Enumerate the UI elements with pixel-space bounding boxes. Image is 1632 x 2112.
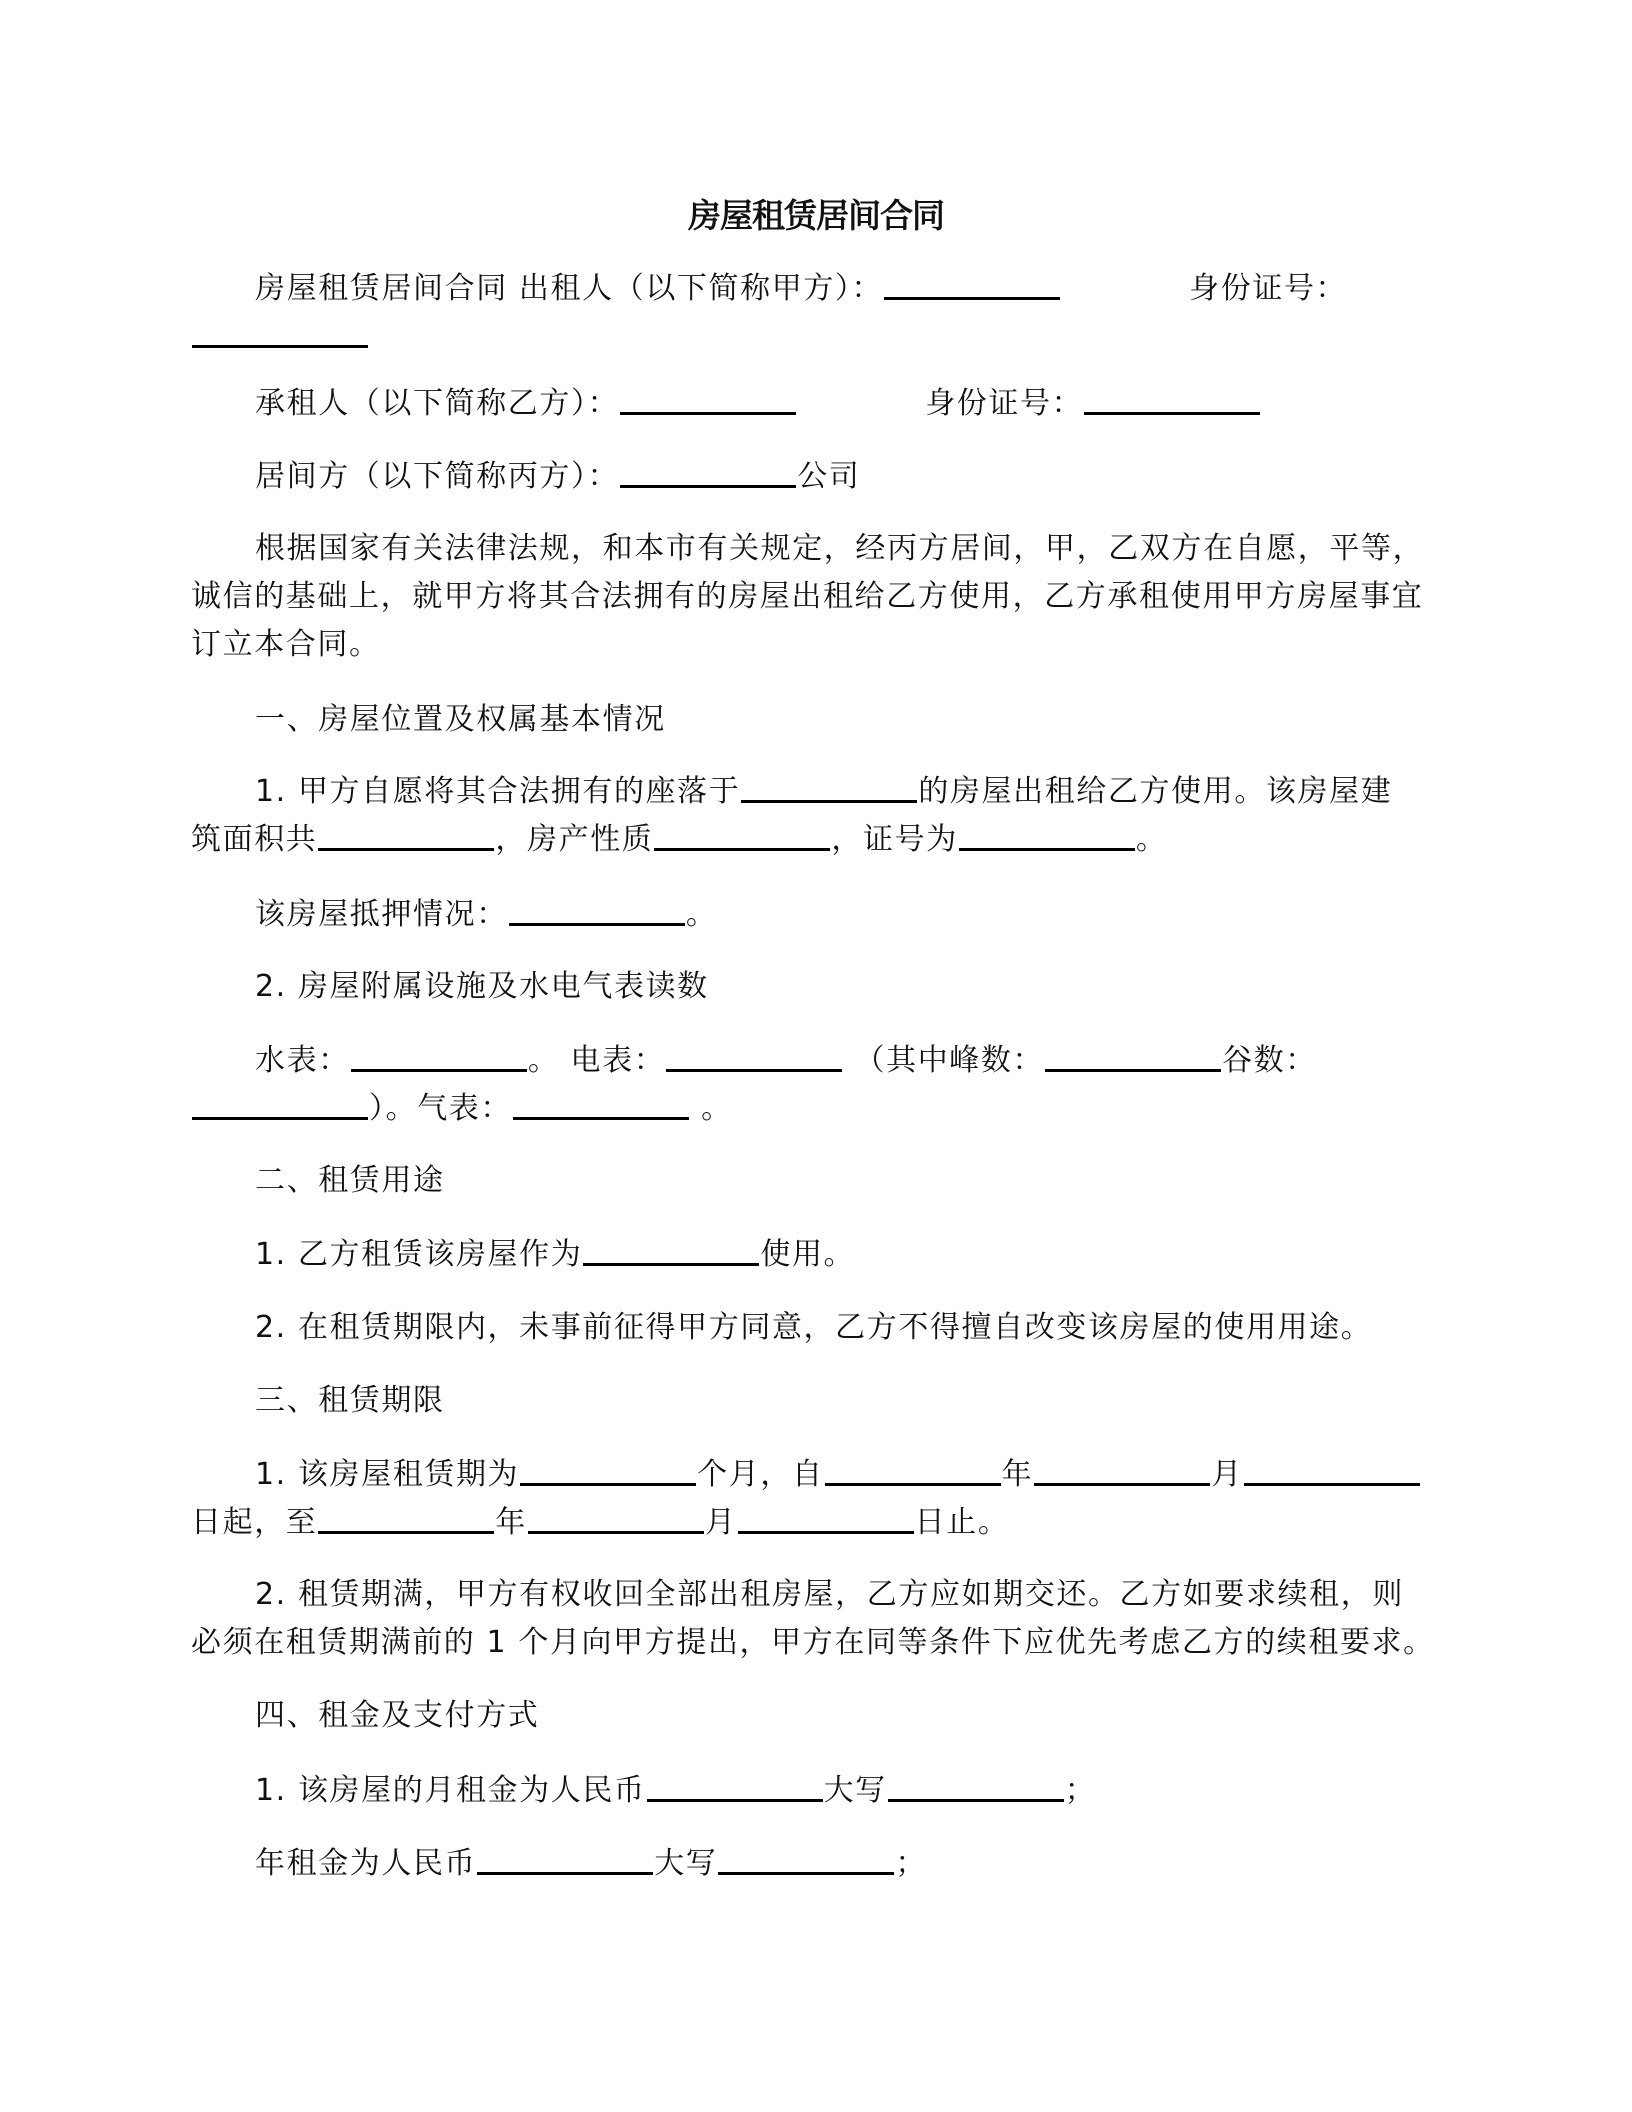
fill-in-blank[interactable] bbox=[738, 1501, 914, 1534]
document-line bbox=[255, 1304, 1372, 1352]
line-text: 1. 该房屋的月租金为人民币 bbox=[255, 1773, 646, 1808]
document-line bbox=[191, 621, 381, 669]
document-title: 房屋租赁居间合同 bbox=[688, 196, 944, 235]
line-text: 个月，自 bbox=[697, 1457, 824, 1492]
line-text: 1. 该房屋租赁期为 bbox=[255, 1457, 520, 1492]
document-line bbox=[255, 1571, 1404, 1619]
document-line bbox=[191, 1499, 1009, 1547]
document-line bbox=[191, 816, 1167, 864]
line-text: 三、租赁期限 bbox=[255, 1383, 445, 1418]
line-text: 谷数： bbox=[1222, 1043, 1317, 1078]
line-text: ； bbox=[1064, 1773, 1097, 1808]
fill-in-blank[interactable] bbox=[718, 1842, 894, 1875]
fill-in-blank[interactable] bbox=[477, 1842, 653, 1875]
line-text: ； bbox=[895, 1846, 928, 1881]
document-line bbox=[255, 525, 1424, 573]
fill-in-blank[interactable] bbox=[654, 818, 830, 851]
line-text: 的房屋出租给乙方使用。该房屋建 bbox=[918, 774, 1393, 809]
fill-in-blank[interactable] bbox=[1034, 1453, 1210, 1486]
document-line bbox=[191, 573, 1423, 621]
document-line bbox=[255, 1377, 445, 1425]
line-text: 订立本合同。 bbox=[191, 627, 381, 662]
fill-in-blank[interactable] bbox=[528, 1501, 704, 1534]
fill-in-blank[interactable] bbox=[351, 1039, 527, 1072]
line-text: 四、租金及支付方式 bbox=[255, 1698, 540, 1733]
fill-in-blank[interactable] bbox=[647, 1769, 823, 1802]
document-line bbox=[255, 1451, 1421, 1499]
line-text: 2. 在租赁期限内，未事前征得甲方同意，乙方不得擅自改变该房屋的使用用途。 bbox=[255, 1310, 1373, 1345]
fill-in-blank[interactable] bbox=[509, 893, 685, 926]
document-line bbox=[255, 453, 860, 501]
document-line bbox=[191, 1619, 1435, 1667]
document-line bbox=[255, 1767, 1096, 1815]
document-line bbox=[255, 1840, 927, 1888]
line-text: 根据国家有关法律法规，和本市有关规定，经丙方居间，甲，乙双方在自愿，平等， bbox=[255, 531, 1425, 566]
line-text: 1. 乙方租赁该房屋作为 bbox=[255, 1237, 583, 1272]
fill-in-blank[interactable] bbox=[888, 1769, 1064, 1802]
fill-in-blank[interactable] bbox=[1084, 382, 1260, 415]
document-line bbox=[255, 1692, 539, 1740]
line-text: 诚信的基础上，就甲方将其合法拥有的房屋出租给乙方使用，乙方承租使用甲方房屋事宜 bbox=[191, 579, 1424, 614]
line-text: 年 bbox=[495, 1505, 528, 1540]
line-text: ）。气表： bbox=[369, 1091, 512, 1126]
fill-in-blank[interactable] bbox=[192, 315, 368, 348]
line-text: （其中峰数： bbox=[843, 1043, 1045, 1078]
line-text: 月 bbox=[705, 1505, 737, 1540]
document-line bbox=[255, 963, 709, 1011]
line-text: 2. 租赁期满，甲方有权收回全部出租房屋，乙方应如期交还。乙方如要求续租，则 bbox=[255, 1577, 1404, 1612]
line-text: 承租人（以下简称乙方）： bbox=[255, 386, 620, 421]
line-text: 2. 房屋附属设施及水电气表读数 bbox=[255, 969, 709, 1004]
line-text: 必须在租赁期满前的 1 个月向甲方提出，甲方在同等条件下应优先考虑乙方的续租要求。 bbox=[191, 1625, 1435, 1660]
document-line bbox=[255, 696, 666, 744]
line-text: 大写 bbox=[654, 1846, 718, 1881]
line-text: ，房产性质 bbox=[495, 822, 654, 857]
fill-in-blank[interactable] bbox=[1045, 1039, 1221, 1072]
document-line bbox=[255, 1157, 445, 1205]
document-line bbox=[191, 1085, 733, 1133]
document-line bbox=[255, 891, 717, 939]
fill-in-blank[interactable] bbox=[620, 382, 796, 415]
fill-in-blank[interactable] bbox=[583, 1233, 759, 1266]
fill-in-blank[interactable] bbox=[318, 818, 494, 851]
fill-in-blank[interactable] bbox=[884, 267, 1060, 300]
fill-in-blank[interactable] bbox=[620, 455, 796, 488]
fill-in-blank[interactable] bbox=[741, 770, 917, 803]
line-text: 房屋租赁居间合同 出租人（以下简称甲方）： bbox=[255, 271, 884, 306]
line-text: 日起，至 bbox=[191, 1505, 318, 1540]
fill-in-blank[interactable] bbox=[513, 1087, 689, 1120]
fill-in-blank[interactable] bbox=[520, 1453, 696, 1486]
line-text: 居间方（以下简称丙方）： bbox=[255, 459, 620, 494]
fill-in-blank[interactable] bbox=[666, 1039, 842, 1072]
document-line bbox=[255, 1231, 855, 1279]
line-text: 二、租赁用途 bbox=[255, 1163, 445, 1198]
line-text: 一、房屋位置及权属基本情况 bbox=[255, 702, 666, 737]
line-text: 年租金为人民币 bbox=[255, 1846, 477, 1881]
line-text: 年 bbox=[1001, 1457, 1034, 1492]
line-text: 。 电表： bbox=[527, 1043, 666, 1078]
line-text: 月 bbox=[1211, 1457, 1243, 1492]
fill-in-blank[interactable] bbox=[1244, 1453, 1420, 1486]
line-text: 日止。 bbox=[914, 1505, 1010, 1540]
line-text: 筑面积共 bbox=[191, 822, 318, 857]
document-line bbox=[255, 380, 1261, 428]
line-text: 身份证号： bbox=[1189, 271, 1348, 306]
line-text: 。 bbox=[690, 1091, 733, 1126]
line-text: 水表： bbox=[255, 1043, 350, 1078]
fill-in-blank[interactable] bbox=[959, 818, 1135, 851]
document-line bbox=[191, 313, 369, 361]
line-text: ，证号为 bbox=[831, 822, 958, 857]
document-line bbox=[255, 1037, 1317, 1085]
line-text: 。 bbox=[1135, 822, 1168, 857]
line-text: 大写 bbox=[823, 1773, 887, 1808]
line-text: 公司 bbox=[797, 459, 861, 494]
document-line bbox=[255, 768, 1392, 816]
line-text: 使用。 bbox=[760, 1237, 856, 1272]
document-line bbox=[255, 265, 1347, 313]
line-text: 该房屋抵押情况： bbox=[255, 897, 508, 932]
fill-in-blank[interactable] bbox=[192, 1087, 368, 1120]
line-text: 身份证号： bbox=[925, 386, 1084, 421]
line-text: 。 bbox=[685, 897, 718, 932]
fill-in-blank[interactable] bbox=[318, 1501, 494, 1534]
line-text: 1. 甲方自愿将其合法拥有的座落于 bbox=[255, 774, 741, 809]
fill-in-blank[interactable] bbox=[825, 1453, 1001, 1486]
